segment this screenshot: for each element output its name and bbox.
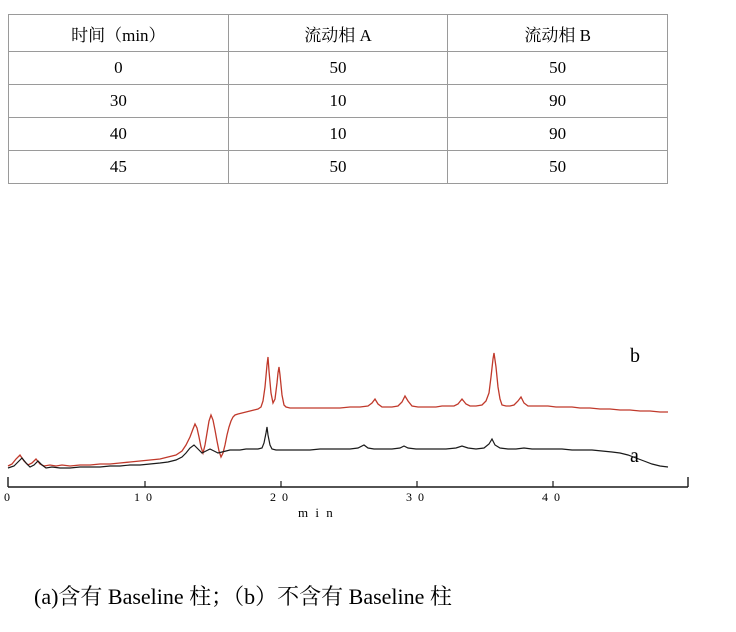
chromatogram-svg [0, 215, 736, 535]
figure-caption: (a)含有 Baseline 柱；（b）不含有 Baseline 柱 [34, 584, 452, 609]
cell-phase-b: 50 [448, 52, 668, 85]
x-tick-label-20: 2 0 [270, 490, 290, 504]
table-header-row [9, 15, 668, 52]
cell-time: 45 [9, 151, 229, 184]
table-row [9, 52, 668, 85]
cell-phase-a: 50 [228, 151, 448, 184]
x-tick-label-30: 3 0 [406, 490, 426, 504]
cell-time: 40 [9, 118, 229, 151]
trace-label-b: b [630, 345, 640, 367]
cell-phase-b: 90 [448, 85, 668, 118]
gradient-table-container [8, 14, 668, 184]
table-header [9, 15, 668, 52]
table-body [9, 52, 668, 184]
x-axis [8, 477, 688, 487]
trace-a [8, 427, 668, 468]
cell-time: 30 [9, 85, 229, 118]
cell-phase-a: 10 [228, 118, 448, 151]
table-row [9, 85, 668, 118]
table-row [9, 118, 668, 151]
x-tick-label-10: 1 0 [134, 490, 154, 504]
gradient-table [8, 14, 668, 184]
cell-phase-b: 90 [448, 118, 668, 151]
cell-phase-b: 50 [448, 151, 668, 184]
cell-phase-a: 50 [228, 52, 448, 85]
column-header-mobile-phase-b: 流动相 B [448, 15, 668, 52]
chromatogram-figure [0, 215, 736, 535]
x-axis-label: m i n [298, 505, 335, 520]
table-row [9, 151, 668, 184]
column-header-mobile-phase-a: 流动相 A [228, 15, 448, 52]
trace-label-a: a [630, 445, 639, 467]
cell-phase-a: 10 [228, 85, 448, 118]
x-tick-label-0: 0 [4, 490, 12, 504]
x-tick-label-40: 4 0 [542, 490, 562, 504]
cell-time: 0 [9, 52, 229, 85]
column-header-time: 时间（min） [9, 15, 229, 52]
